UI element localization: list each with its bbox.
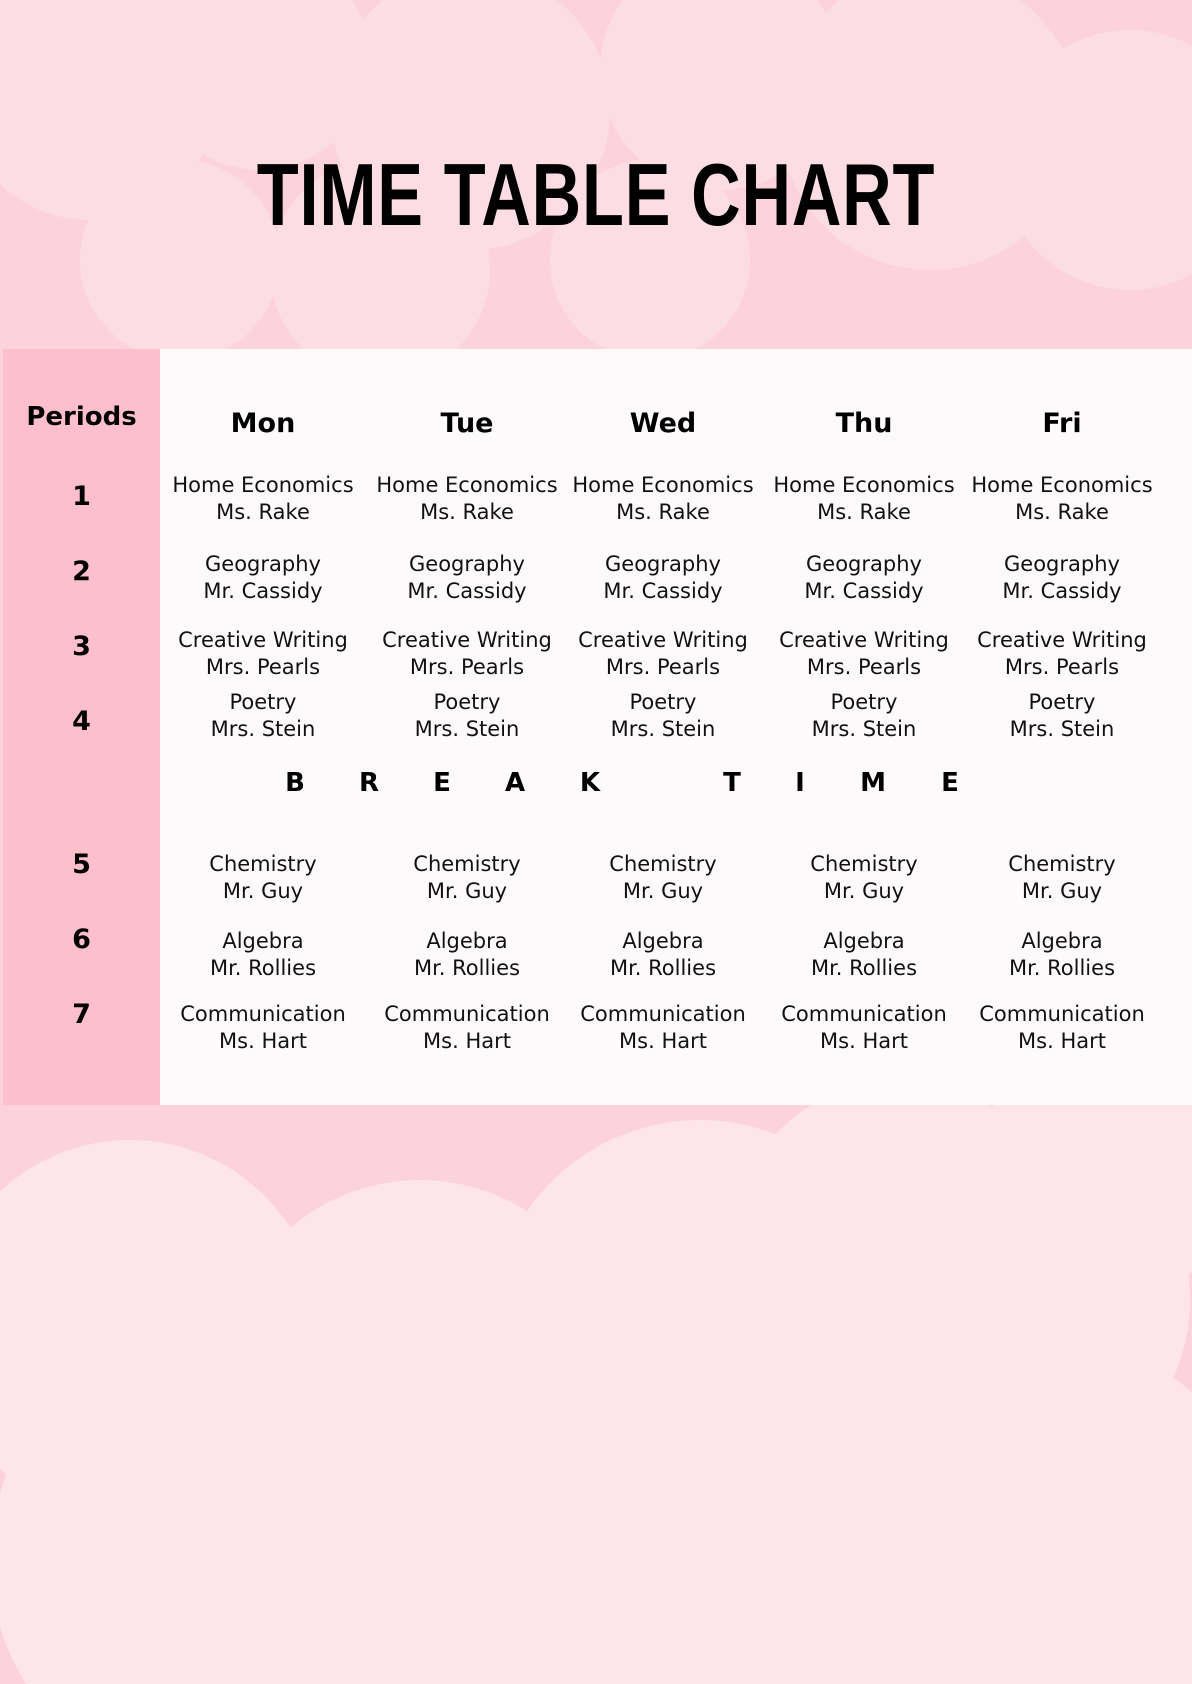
teacher-label: Mr. Cassidy bbox=[203, 579, 323, 603]
timetable-cell bbox=[362, 472, 572, 526]
period-number: 7 bbox=[72, 999, 91, 1030]
teacher-label: Mrs. Pearls bbox=[605, 655, 721, 679]
timetable-cell bbox=[158, 1001, 368, 1055]
subject-label: Geography bbox=[205, 552, 321, 576]
teacher-label: Mrs. Stein bbox=[1009, 717, 1115, 741]
period-number: 6 bbox=[72, 924, 91, 955]
timetable-cell bbox=[558, 627, 768, 681]
subject-label: Creative Writing bbox=[578, 628, 748, 652]
subject-label: Creative Writing bbox=[977, 628, 1147, 652]
teacher-label: Ms. Hart bbox=[423, 1029, 511, 1053]
period-number: 4 bbox=[72, 706, 91, 737]
subject-label: Poetry bbox=[433, 690, 501, 714]
timetable-cell bbox=[158, 928, 368, 982]
timetable-cell bbox=[759, 627, 969, 681]
break-letter: A bbox=[504, 768, 526, 798]
teacher-label: Mr. Guy bbox=[823, 879, 905, 903]
timetable-cell bbox=[158, 551, 368, 605]
subject-label: Home Economics bbox=[773, 473, 955, 497]
day-header: Tue bbox=[440, 408, 494, 439]
teacher-label: Mr. Cassidy bbox=[804, 579, 924, 603]
subject-label: Home Economics bbox=[172, 473, 354, 497]
teacher-label: Mr. Guy bbox=[622, 879, 704, 903]
subject-label: Geography bbox=[605, 552, 721, 576]
period-number: 1 bbox=[72, 481, 91, 512]
subject-label: Chemistry bbox=[209, 852, 317, 876]
day-header: Wed bbox=[629, 408, 697, 439]
subject-label: Algebra bbox=[222, 929, 304, 953]
timetable-cell bbox=[158, 627, 368, 681]
timetable-cell bbox=[558, 551, 768, 605]
timetable-cell bbox=[558, 689, 768, 743]
timetable-cell bbox=[558, 472, 768, 526]
period-number: 2 bbox=[72, 556, 91, 587]
timetable-cell bbox=[158, 689, 368, 743]
break-letter: E bbox=[941, 768, 959, 798]
teacher-label: Mr. Rollies bbox=[209, 956, 317, 980]
subject-label: Geography bbox=[1004, 552, 1120, 576]
subject-label: Home Economics bbox=[971, 473, 1153, 497]
teacher-label: Ms. Hart bbox=[820, 1029, 908, 1053]
teacher-label: Mrs. Stein bbox=[610, 717, 716, 741]
subject-label: Chemistry bbox=[609, 852, 717, 876]
period-number: 5 bbox=[72, 849, 91, 880]
break-letter: E bbox=[433, 768, 451, 798]
teacher-label: Ms. Rake bbox=[616, 500, 710, 524]
teacher-label: Mr. Cassidy bbox=[1002, 579, 1122, 603]
timetable-cell bbox=[957, 851, 1167, 905]
timetable-cell bbox=[759, 1001, 969, 1055]
timetable-cell bbox=[957, 472, 1167, 526]
timetable-cell bbox=[362, 851, 572, 905]
timetable-cell bbox=[957, 551, 1167, 605]
teacher-label: Mrs. Pearls bbox=[1004, 655, 1120, 679]
teacher-label: Ms. Hart bbox=[1018, 1029, 1106, 1053]
teacher-label: Mr. Rollies bbox=[413, 956, 521, 980]
timetable-cell bbox=[558, 851, 768, 905]
timetable-cell bbox=[759, 551, 969, 605]
timetable-cell bbox=[362, 551, 572, 605]
timetable-cell bbox=[957, 689, 1167, 743]
teacher-label: Ms. Rake bbox=[817, 500, 911, 524]
timetable-cell bbox=[362, 928, 572, 982]
teacher-label: Mrs. Pearls bbox=[409, 655, 525, 679]
teacher-label: Mrs. Stein bbox=[811, 717, 917, 741]
timetable-cell bbox=[759, 851, 969, 905]
subject-label: Communication bbox=[580, 1002, 746, 1026]
subject-label: Communication bbox=[180, 1002, 346, 1026]
timetable-cell bbox=[759, 928, 969, 982]
timetable-cell bbox=[957, 928, 1167, 982]
periods-header: Periods bbox=[26, 402, 137, 432]
teacher-label: Ms. Rake bbox=[216, 500, 310, 524]
day-header: Fri bbox=[1042, 408, 1082, 439]
teacher-label: Mrs. Stein bbox=[414, 717, 520, 741]
subject-label: Chemistry bbox=[810, 852, 918, 876]
teacher-label: Mrs. Pearls bbox=[205, 655, 321, 679]
day-header: Thu bbox=[835, 408, 893, 439]
subject-label: Poetry bbox=[830, 690, 898, 714]
subject-label: Algebra bbox=[426, 929, 508, 953]
subject-label: Home Economics bbox=[572, 473, 754, 497]
break-letter: M bbox=[860, 768, 886, 798]
subject-label: Algebra bbox=[823, 929, 905, 953]
subject-label: Algebra bbox=[1021, 929, 1103, 953]
timetable-cell bbox=[158, 472, 368, 526]
timetable-cell bbox=[362, 1001, 572, 1055]
page-title: TIME TABLE CHART bbox=[256, 145, 936, 244]
timetable-cell bbox=[759, 472, 969, 526]
subject-label: Algebra bbox=[622, 929, 704, 953]
teacher-label: Mr. Rollies bbox=[1008, 956, 1116, 980]
timetable-cell bbox=[558, 928, 768, 982]
day-header: Mon bbox=[230, 408, 296, 439]
subject-label: Creative Writing bbox=[178, 628, 348, 652]
teacher-label: Mrs. Pearls bbox=[806, 655, 922, 679]
subject-label: Poetry bbox=[629, 690, 697, 714]
subject-label: Chemistry bbox=[413, 852, 521, 876]
teacher-label: Mr. Rollies bbox=[810, 956, 918, 980]
subject-label: Communication bbox=[384, 1002, 550, 1026]
break-time-row bbox=[0, 768, 1192, 808]
break-letter: T bbox=[723, 768, 741, 798]
subject-label: Poetry bbox=[1028, 690, 1096, 714]
break-letter: B bbox=[285, 768, 305, 798]
teacher-label: Mr. Rollies bbox=[609, 956, 717, 980]
teacher-label: Mr. Guy bbox=[1021, 879, 1103, 903]
subject-label: Home Economics bbox=[376, 473, 558, 497]
timetable-cell bbox=[362, 689, 572, 743]
teacher-label: Ms. Rake bbox=[420, 500, 514, 524]
period-number: 3 bbox=[72, 631, 91, 662]
subject-label: Poetry bbox=[229, 690, 297, 714]
break-letter: R bbox=[358, 768, 380, 798]
teacher-label: Ms. Hart bbox=[619, 1029, 707, 1053]
teacher-label: Ms. Rake bbox=[1015, 500, 1109, 524]
timetable-cell bbox=[158, 851, 368, 905]
subject-label: Geography bbox=[806, 552, 922, 576]
timetable-cell bbox=[362, 627, 572, 681]
teacher-label: Mr. Guy bbox=[222, 879, 304, 903]
timetable-cell bbox=[558, 1001, 768, 1055]
subject-label: Creative Writing bbox=[382, 628, 552, 652]
teacher-label: Mr. Guy bbox=[426, 879, 508, 903]
timetable-cell bbox=[957, 627, 1167, 681]
subject-label: Chemistry bbox=[1008, 852, 1116, 876]
teacher-label: Mrs. Stein bbox=[210, 717, 316, 741]
teacher-label: Ms. Hart bbox=[219, 1029, 307, 1053]
subject-label: Geography bbox=[409, 552, 525, 576]
subject-label: Communication bbox=[781, 1002, 947, 1026]
subject-label: Communication bbox=[979, 1002, 1145, 1026]
subject-label: Creative Writing bbox=[779, 628, 949, 652]
break-letter: I bbox=[795, 768, 805, 798]
teacher-label: Mr. Cassidy bbox=[407, 579, 527, 603]
timetable-cell bbox=[957, 1001, 1167, 1055]
teacher-label: Mr. Cassidy bbox=[603, 579, 723, 603]
break-letter: K bbox=[579, 768, 601, 798]
timetable-cell bbox=[759, 689, 969, 743]
